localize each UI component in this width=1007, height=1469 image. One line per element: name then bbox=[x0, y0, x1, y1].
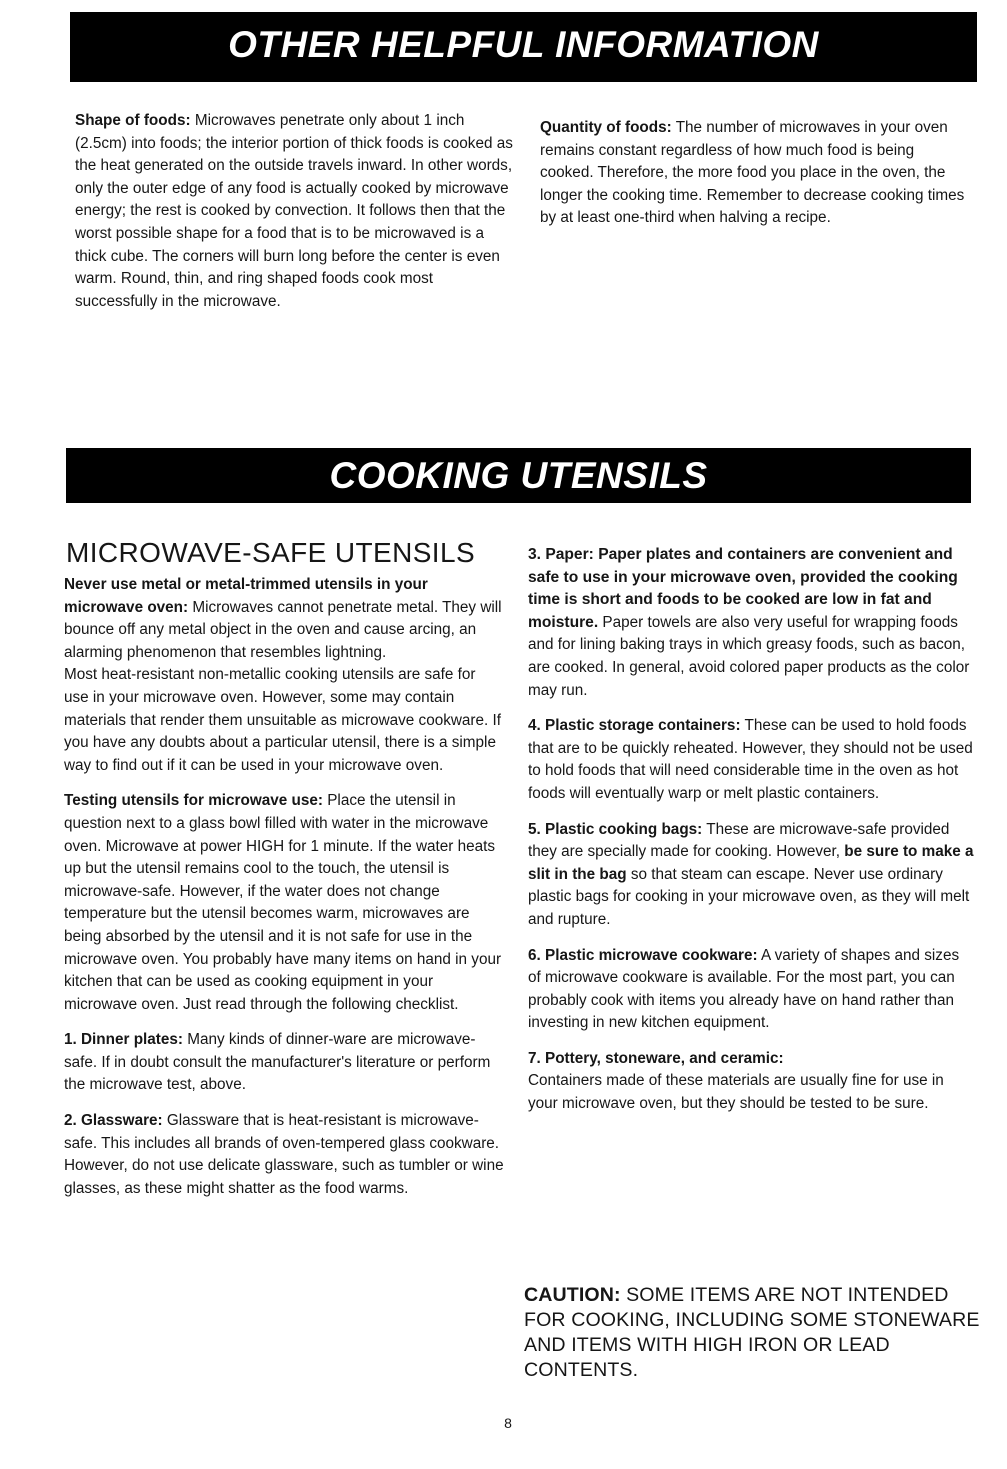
quantity-of-foods-paragraph bbox=[540, 117, 968, 230]
paper-text: Paper towels are also very useful for wrapping foods and for lining baking trays in which greasy foods, such as bacon, are cooked. In general, avoid colored paper products as the color may run. bbox=[528, 613, 970, 699]
shape-of-foods-paragraph bbox=[75, 110, 517, 313]
plastic-storage-label: 4. Plastic storage containers: bbox=[528, 717, 741, 735]
pottery-text: Containers made of these materials are usually fine for use in your microwave oven, but they should be tested to be sure. bbox=[528, 1072, 944, 1113]
microwave-safe-utensils-heading: MICROWAVE-SAFE UTENSILS bbox=[66, 537, 476, 568]
banner-title: COOKING UTENSILS bbox=[329, 455, 708, 496]
heat-resistant-text: Most heat-resistant non-metallic cooking utensils are safe for use in your microwave oven. However, some may contain materials that render them unsuitable as microwave cookware. If you have any doubts about a particular utensil, there is a simple way to find out if it can be used in your microwave oven. bbox=[64, 666, 502, 774]
glassware-text: Glassware that is heat-resistant is microwave-safe. This includes all brands of oven-tempered glass cookware. However, do not use delicate glassware, such as tumbler or wine glasses, as these might shatter as the food warms. bbox=[64, 1112, 504, 1197]
plastic-bags-label: 5. Plastic cooking bags: bbox=[528, 820, 703, 838]
caution-text: SOME ITEMS ARE NOT INTENDED FOR COOKING, INCLUDING SOME STONEWARE AND ITEMS WITH HIGH IRON OR LEAD CONTENTS. bbox=[524, 1284, 980, 1381]
glassware-paragraph bbox=[64, 1110, 504, 1200]
plastic-cookware-paragraph bbox=[528, 945, 976, 1035]
plastic-storage-paragraph bbox=[528, 715, 976, 805]
plastic-bags-text-a: These are microwave-safe provided they are specially made for cooking. However, bbox=[528, 820, 950, 861]
quantity-of-foods-section bbox=[540, 117, 968, 243]
caution-label: CAUTION: bbox=[524, 1284, 621, 1306]
pottery-paragraph bbox=[528, 1048, 976, 1116]
never-metal-text: Microwaves cannot penetrate metal. They will bounce off any metal object in the oven and cause arcing, an alarming phenomenon that resembles lightning. bbox=[64, 598, 502, 661]
plastic-bags-bold-text: be sure to make a slit in the bag bbox=[528, 843, 974, 883]
plastic-bags-paragraph bbox=[528, 819, 976, 932]
quantity-of-foods-text: The number of microwaves in your oven remains constant regardless of how much food is being cooked. Therefore, the more food you place in the oven, the longer the cooking time. Remember to decrease cooking times by at least one-third when halving a recipe. bbox=[540, 119, 965, 227]
plastic-storage-text: These can be used to hold foods that are to be quickly reheated. However, they should not be used to hold foods that will need considerable time in the oven as hot foods will eventually warp or melt plastic containers. bbox=[528, 717, 973, 802]
testing-utensils-label: Testing utensils for microwave use: bbox=[64, 792, 323, 810]
dinner-plates-text: Many kinds of dinner-ware are microwave-safe. If in doubt consult the manufacturer's literature or perform the microwave test, above. bbox=[64, 1031, 491, 1094]
utensils-left-column bbox=[64, 574, 504, 1213]
glassware-label: 2. Glassware: bbox=[64, 1112, 163, 1130]
shape-of-foods-label: Shape of foods: bbox=[75, 112, 191, 129]
plastic-cookware-text: A variety of shapes and sizes of microwave cookware is available. For the most part, you can probably cook with items you already have on hand rather than investing in new kitchen equipment. bbox=[528, 946, 960, 1032]
banner-title: OTHER HELPFUL INFORMATION bbox=[228, 24, 819, 65]
never-metal-paragraph bbox=[64, 574, 504, 777]
pottery-label: 7. Pottery, stoneware, and ceramic: bbox=[528, 1049, 784, 1067]
plastic-cookware-label: 6. Plastic microwave cookware: bbox=[528, 946, 758, 964]
paper-label: 3. Paper: Paper plates and containers are convenient and safe to use in your microwave oven, provided the cooking time is short and foods to be cooked are low in fat and moisture. bbox=[528, 546, 958, 631]
page-number: 8 bbox=[504, 1415, 512, 1431]
shape-of-foods-section bbox=[75, 110, 517, 326]
cooking-utensils-banner bbox=[66, 448, 971, 503]
never-metal-label: Never use metal or metal-trimmed utensils in your microwave oven: bbox=[64, 576, 428, 616]
dinner-plates-paragraph bbox=[64, 1029, 504, 1097]
caution-notice bbox=[524, 1283, 984, 1383]
testing-utensils-paragraph bbox=[64, 790, 504, 1016]
dinner-plates-label: 1. Dinner plates: bbox=[64, 1031, 184, 1049]
plastic-bags-text-b: so that steam can escape. Never use ordinary plastic bags for cooking in your microwave oven, as they will melt and rupture. bbox=[528, 865, 970, 928]
shape-of-foods-text: Microwaves penetrate only about 1 inch (2.5cm) into foods; the interior portion of thick foods is cooked as the heat generated on the outside travels inward. In other words, only the outer edge of any food is actually cooked by microwave energy; the rest is cooked by convection. It follows then that the worst possible shape for a food that is to be microwaved is a thick cube. The corners will burn long before the center is even warm. Round, thin, and ring shaped foods cook most successfully in the microwave. bbox=[75, 112, 513, 310]
paper-paragraph bbox=[528, 544, 976, 702]
utensils-right-column bbox=[528, 544, 976, 1129]
testing-utensils-text: Place the utensil in question next to a glass bowl filled with water in the microwave oven. Microwave at power HIGH for 1 minute. If the water heats up but the utensil remains cool to the touch, the utensil is microwave-safe. However, if the water does not change temperature but the utensil becomes warm, microwaves are being absorbed by the utensil and it is not safe for use in the microwave oven. You probably have many items on hand in your kitchen that can be used as cooking equipment in your microwave oven. Just read through the following checklist. bbox=[64, 792, 502, 1013]
other-helpful-information-banner bbox=[70, 12, 977, 82]
quantity-of-foods-label: Quantity of foods: bbox=[540, 119, 672, 136]
